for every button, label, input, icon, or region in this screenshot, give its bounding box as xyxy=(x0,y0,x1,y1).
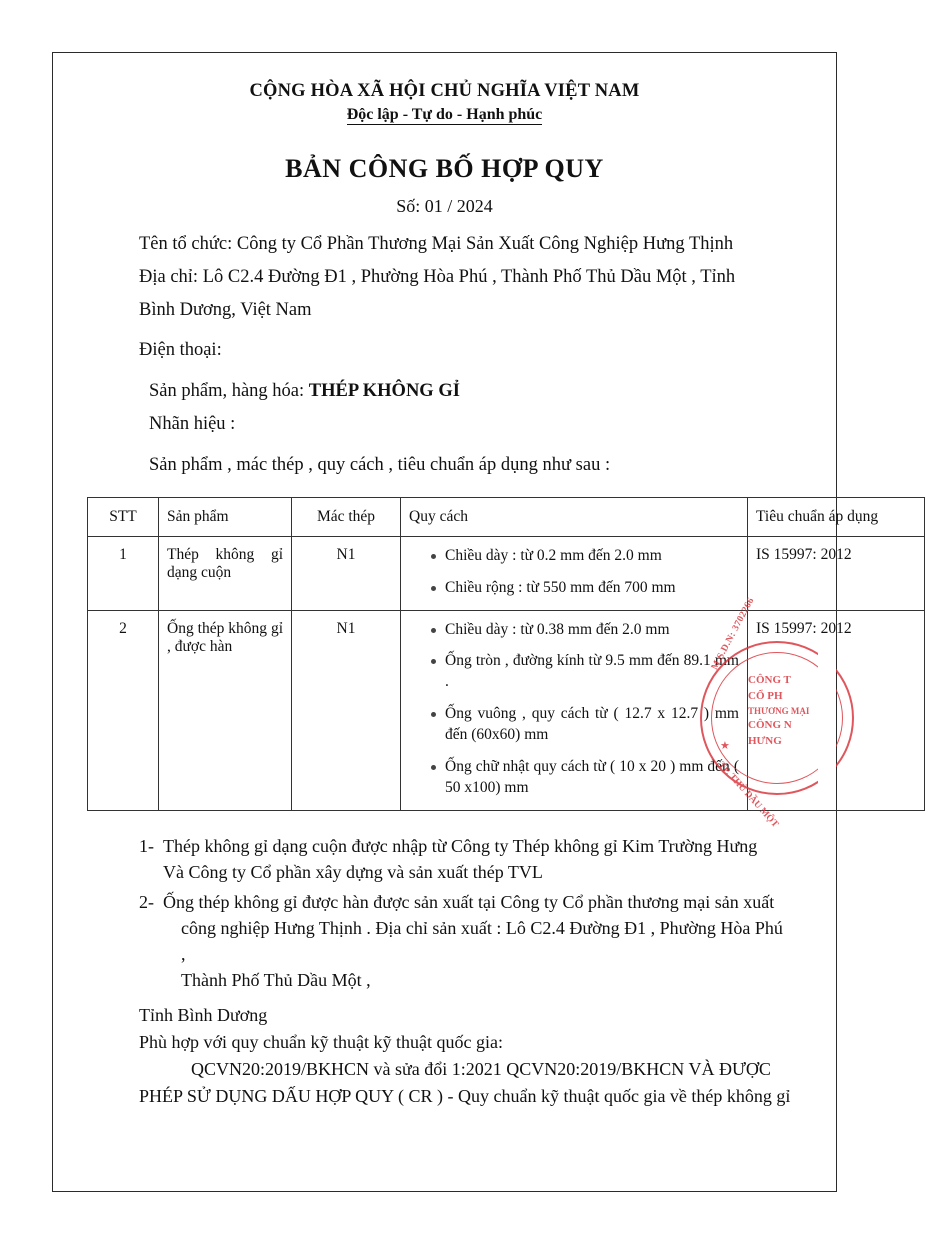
note-line: Thép không gỉ dạng cuộn được nhập từ Công ty Thép không gỉ Kim Trường Hưng xyxy=(163,835,758,856)
tail-section xyxy=(87,1002,802,1110)
spec-item: Chiều dày : từ 0.2 mm đến 2.0 mm xyxy=(431,546,739,567)
spec-item: Ống vuông , quy cách từ ( 12.7 x 12.7 ) mm đến (60x60) mm xyxy=(431,704,739,746)
conformity-label: Phù hợp với quy chuẩn kỹ thuật kỹ thuật quốc gia: xyxy=(139,1031,503,1052)
product-brand-line: Nhãn hiệu : xyxy=(149,414,236,435)
document-page xyxy=(52,52,879,1192)
province-line: Tỉnh Bình Dương xyxy=(139,1004,268,1025)
cell-product: Thép không gỉ dạng cuộn xyxy=(159,536,292,610)
cell-grade: N1 xyxy=(292,536,401,610)
motto-text: Độc lập - Tự do - Hạnh phúc xyxy=(346,106,543,123)
note-line: Thành Phố Thủ Dầu Một , xyxy=(181,970,371,991)
cell-stt: 2 xyxy=(88,610,159,810)
note-number: 1- xyxy=(139,835,154,856)
seal-line-5: HƯNG xyxy=(748,734,782,747)
note-line: Ống thép không gỉ được hàn được sản xuất tại Công ty Cổ phần thương mại sản xuất xyxy=(163,892,775,913)
cell-specs xyxy=(401,610,748,810)
org-address-line-2: Bình Dương, Việt Nam xyxy=(139,299,312,320)
cell-specs xyxy=(401,536,748,610)
note-number: 2- xyxy=(139,892,154,913)
document-title: BẢN CÔNG BỐ HỢP QUY xyxy=(285,154,604,183)
national-motto xyxy=(87,106,802,124)
table-header-row xyxy=(88,497,925,536)
cell-grade: N1 xyxy=(292,610,401,810)
seal-place-text: TP. THỦ DẦU MỘT xyxy=(716,760,780,830)
national-title: CỘNG HÒA XÃ HỘI CHỦ NGHĨA VIỆT NAM xyxy=(249,81,640,101)
spec-item: Ống chữ nhật quy cách từ ( 10 x 20 ) mm đến ( 50 x100) mm xyxy=(431,757,739,799)
header-spec: Quy cách xyxy=(401,497,748,536)
seal-line-3: THƯƠNG MẠI xyxy=(748,705,810,716)
spec-item: Ống tròn , đường kính từ 9.5 mm đến 89.1 mm . xyxy=(431,651,739,693)
header-product: Sản phẩm xyxy=(159,497,292,536)
cell-standard: IS 15997: 2012 xyxy=(748,610,925,810)
product-name: THÉP KHÔNG GỈ xyxy=(308,381,460,402)
standard-line-1: QCVN20:2019/BKHCN và sửa đổi 1:2021 QCVN20:2019/BKHCN VÀ ĐƯỢC xyxy=(191,1058,771,1079)
spec-item: Chiều dày : từ 0.38 mm đến 2.0 mm xyxy=(431,620,739,641)
note-text xyxy=(163,833,788,885)
note-line: Và Công ty Cổ phần xây dựng và sản xuất thép TVL xyxy=(163,862,543,883)
note-line: công nghiệp Hưng Thịnh . Địa chỉ sản xuất : Lô C2.4 Đường Đ1 , Phường Hòa Phú , xyxy=(181,918,783,965)
header-grade: Mác thép xyxy=(292,497,401,536)
product-intro-line: Sản phẩm , mác thép , quy cách , tiêu chuẩn áp dụng như sau : xyxy=(149,454,611,475)
spec-list xyxy=(409,546,739,599)
standard-line-2: PHÉP SỬ DỤNG DẤU HỢP QUY ( CR ) - Quy chuẩn kỹ thuật quốc gia về thép không gỉ xyxy=(139,1085,791,1106)
product-line xyxy=(87,378,802,405)
note-item xyxy=(87,889,802,993)
header-standard: Tiêu chuẩn áp dụng xyxy=(748,497,925,536)
seal-line-2: CỔ PH xyxy=(748,689,783,702)
document-body xyxy=(53,53,879,1191)
note-item xyxy=(87,833,802,885)
spec-item: Chiều rộng : từ 550 mm đến 700 mm xyxy=(431,578,739,599)
note-text xyxy=(163,889,788,993)
seal-line-4: CÔNG N xyxy=(748,718,792,731)
seal-core-text xyxy=(748,673,852,750)
org-address-line-1: Địa chỉ: Lô C2.4 Đường Đ1 , Phường Hòa Phú , Thành Phố Thủ Dầu Một , Tỉnh xyxy=(139,266,736,287)
org-name-line: Tên tổ chức: Công ty Cổ Phần Thương Mại Sản Xuất Công Nghiệp Hưng Thịnh xyxy=(139,234,734,254)
header-stt: STT xyxy=(88,497,159,536)
cell-product: Ống thép không gỉ , được hàn xyxy=(159,610,292,810)
standard-block xyxy=(139,1056,792,1110)
product-label: Sản phẩm, hàng hóa: xyxy=(149,381,305,402)
cell-stt: 1 xyxy=(88,536,159,610)
table-row xyxy=(88,536,925,610)
document-number: Số: 01 / 2024 xyxy=(396,196,493,216)
spec-list xyxy=(409,620,739,799)
org-phone-line: Điện thoại: xyxy=(139,340,222,361)
cell-standard: IS 15997: 2012 xyxy=(748,536,925,610)
seal-line-1: CÔNG T xyxy=(748,674,791,686)
page-edge-mask xyxy=(818,641,836,791)
seal-registration-number: M.S.D.N: 3702266 xyxy=(710,596,757,672)
notes-section xyxy=(87,833,802,994)
seal-star-icon: ★ xyxy=(720,740,730,752)
